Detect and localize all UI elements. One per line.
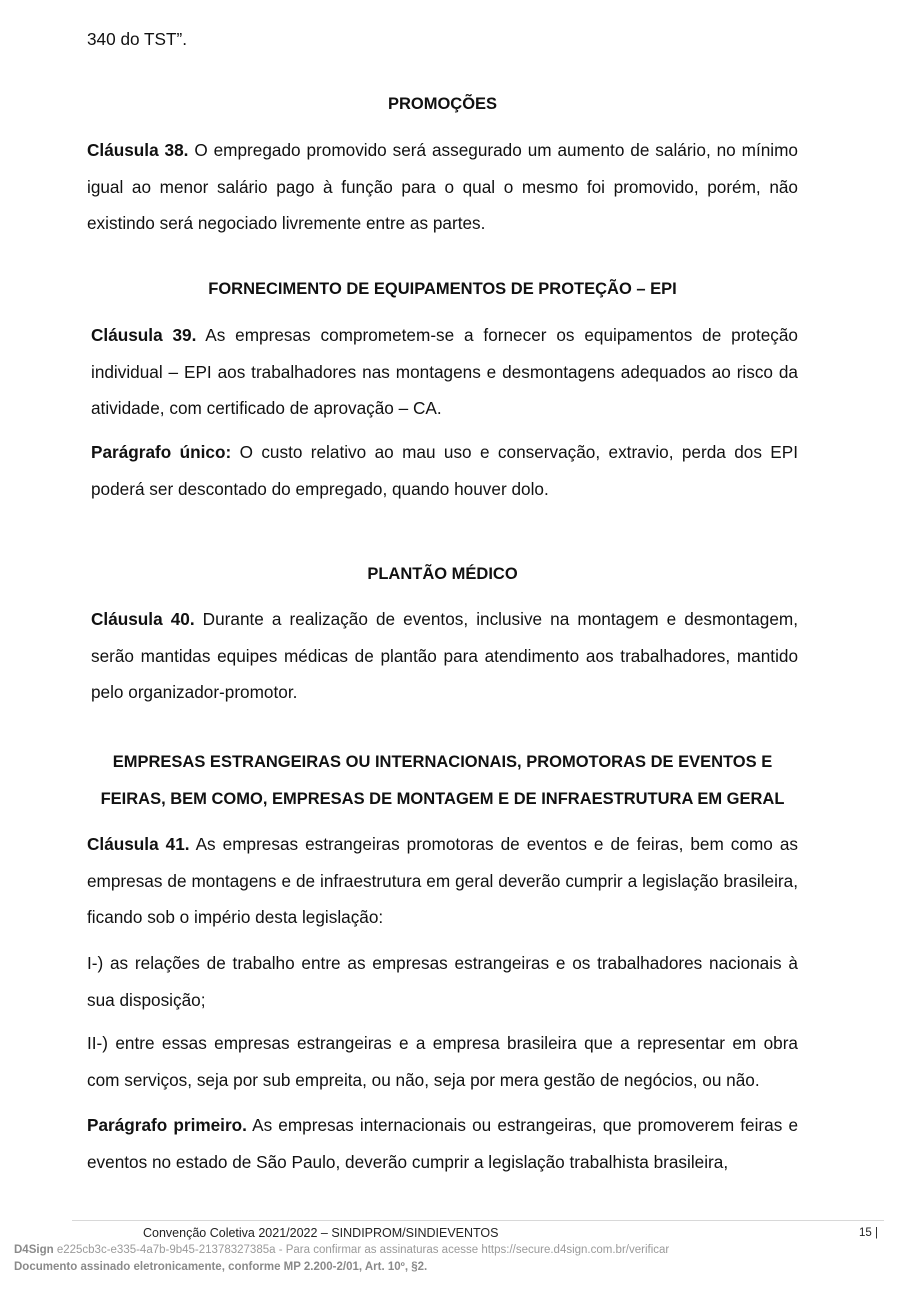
paragraph-unico-text: O custo relativo ao mau uso e conservação, extravio, perda dos EPI poderá ser descontado do empregado, quando houver dolo. [91,442,798,499]
clause-41-label: Cláusula 41. [87,834,190,854]
clause-39 [91,317,798,427]
clause-40-text: Durante a realização de eventos, inclusive na montagem e desmontagem, serão mantidas equipes médicas de plantão para atendimento aos trabalhadores, mantido pelo organizador-promotor. [91,609,798,702]
item-1: I-) as relações de trabalho entre as empresas estrangeiras e os trabalhadores nacionais à sua disposição; [87,953,798,1010]
heading-estrangeiras-line1: EMPRESAS ESTRANGEIRAS OU INTERNACIONAIS, PROMOTORAS DE EVENTOS E [112,753,773,771]
heading-promocoes: PROMOÇÕES [387,95,498,113]
signature-hash-text: e225cb3c-e335-4a7b-9b45-21378327385a - Para confirmar as assinaturas acesse https://secure.d4sign.com.br/verificar [53,1244,670,1256]
clause-41-text: As empresas estrangeiras promotoras de eventos e de feiras, bem como as empresas de montagens e de infraestrutura em geral deverão cumprir a legislação brasileira, ficando sob o império desta legislação: [87,834,798,927]
paragraph-primeiro [87,1107,798,1180]
paragraph-unico [91,434,798,507]
footer-title: Convenção Coletiva 2021/2022 – SINDIPROM/SINDIEVENTOS [143,1226,499,1240]
paragraph-primeiro-label: Parágrafo primeiro. [87,1115,247,1135]
clause-41 [87,826,798,936]
d4sign-brand: D4Sign [14,1244,54,1256]
clause-38-text: O empregado promovido será assegurado um aumento de salário, no mínimo igual ao menor salário pago à função para o qual o mesmo foi promovido, porém, não existindo será negociado livremente entre as partes. [87,140,798,233]
top-fragment: 340 do TST”. [87,29,187,49]
heading-estrangeiras-line2: FEIRAS, BEM COMO, EMPRESAS DE MONTAGEM E DE INFRAESTRUTURA EM GERAL [100,790,785,808]
clause-38 [87,132,798,242]
item-2: II-) entre essas empresas estrangeiras e a empresa brasileira que a representar em obra com serviços, seja por sub empreita, ou não, seja por mera gestão de negócios, ou não. [87,1033,798,1090]
paragraph-unico-label: Parágrafo único: [91,442,232,462]
clause-39-text: As empresas comprometem-se a fornecer os equipamentos de proteção individual – EPI aos trabalhadores nas montagens e desmontagens adequados ao risco da atividade, com certificado de aprovação – CA. [91,325,798,418]
clause-39-label: Cláusula 39. [91,325,197,345]
heading-epi: FORNECIMENTO DE EQUIPAMENTOS DE PROTEÇÃO – EPI [208,280,677,298]
paragraph-primeiro-text: As empresas internacionais ou estrangeiras, que promoverem feiras e eventos no estado de São Paulo, deverão cumprir a legislação trabalhista brasileira, [87,1115,798,1172]
heading-plantao-medico: PLANTÃO MÉDICO [367,565,518,583]
page-number: 15 | [859,1227,878,1239]
signature-legal-notice: Documento assinado eletronicamente, conforme MP 2.200-2/01, Art. 10º, §2. [14,1261,428,1273]
clause-40-label: Cláusula 40. [91,609,195,629]
clause-38-label: Cláusula 38. [87,140,189,160]
clause-40 [91,601,798,711]
footer-divider [72,1220,884,1221]
signature-verification-line [14,1244,669,1256]
